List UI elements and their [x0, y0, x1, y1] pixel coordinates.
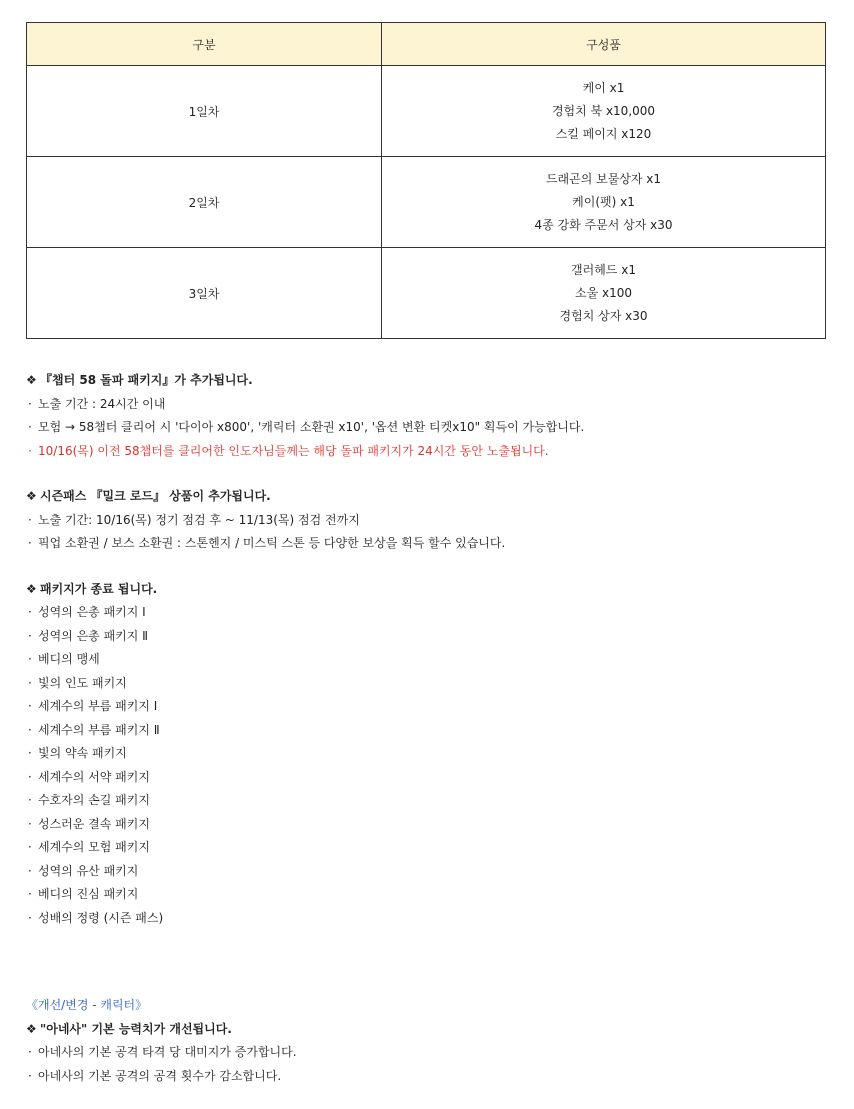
- list-item: [26, 766, 854, 790]
- list-item: [26, 625, 854, 649]
- list-item: [26, 1065, 854, 1089]
- list-item: [26, 416, 854, 440]
- item: 경험치 상자 x30: [559, 308, 648, 323]
- dot-bullet-icon: ·: [28, 722, 32, 737]
- list-item-text: 아네사의 기본 공격 타격 당 대미지가 증가합니다.: [38, 1045, 297, 1059]
- table-row: [27, 248, 826, 339]
- list-item: [26, 393, 854, 417]
- list-item-text: 성역의 유산 패키지: [38, 863, 139, 878]
- section-season-pass: [26, 485, 854, 556]
- items-cell: [382, 157, 826, 248]
- dot-bullet-icon: ·: [28, 536, 32, 550]
- section-chapter58-package: [26, 369, 854, 463]
- section-package-end: [26, 578, 854, 931]
- list-item-text: 베디의 진심 패키지: [38, 887, 139, 901]
- list-item-text: 노출 기간: 10/16(목) 정기 점검 후 ~ 11/13(목) 점검 전까지: [38, 512, 360, 527]
- item: 스킬 페이지 x120: [555, 126, 652, 141]
- dot-bullet-icon: ·: [28, 699, 32, 713]
- table-header-row: [27, 23, 826, 66]
- list-item: [26, 719, 854, 743]
- dot-bullet-icon: ·: [28, 1068, 32, 1083]
- list-item-text: 아네사의 기본 공격의 공격 횟수가 감소합니다.: [38, 1068, 282, 1083]
- dot-bullet-icon: ·: [28, 863, 32, 878]
- diamond-bullet-icon: ❖: [26, 373, 37, 387]
- list-item: [26, 648, 854, 672]
- section-heading: [26, 578, 854, 602]
- list-item: [26, 836, 854, 860]
- dot-bullet-icon: ·: [28, 793, 32, 807]
- day-cell: 1일차: [27, 66, 382, 157]
- day-cell: 3일차: [27, 248, 382, 339]
- section-title: 『챕터 58 돌파 패키지』가 추가됩니다.: [40, 373, 253, 387]
- category-label: 《개선/변경 - 캐릭터》: [26, 998, 148, 1012]
- section-heading: [26, 369, 854, 393]
- dot-bullet-icon: ·: [28, 816, 32, 831]
- list-item: [26, 601, 854, 625]
- list-item-text: 모험 → 58챕터 클리어 시 '다이아 x800', '캐릭터 소환권 x10', '옵션 변환 티켓x10" 획득이 가능합니다.: [38, 420, 585, 434]
- dot-bullet-icon: ·: [28, 769, 32, 784]
- list-item-text: 세계수의 부름 패키지 Ⅰ: [38, 699, 158, 713]
- section-heading: [26, 1018, 854, 1042]
- header-category: 구분: [27, 23, 382, 66]
- list-item: [26, 532, 854, 556]
- diamond-bullet-icon: ❖: [26, 1021, 37, 1036]
- dot-bullet-icon: ·: [28, 840, 32, 854]
- reward-table: [26, 22, 826, 339]
- list-item: [26, 907, 854, 931]
- list-item-highlight: [26, 440, 854, 464]
- list-item-text: 픽업 소환권 / 보스 소환권 : 스톤헨지 / 미스틱 스톤 등 다양한 보상을 획득 할수 있습니다.: [38, 536, 506, 550]
- list-item-text: 빛의 인도 패키지: [38, 675, 127, 690]
- table-row: [27, 66, 826, 157]
- list-item-text: 노출 기간 : 24시간 이내: [38, 396, 166, 411]
- dot-bullet-icon: ·: [28, 746, 32, 760]
- dot-bullet-icon: ·: [28, 675, 32, 690]
- item: 경험치 북 x10,000: [551, 103, 656, 118]
- item: 드래곤의 보물상자 x1: [545, 171, 662, 186]
- notice-sections: [26, 369, 854, 1088]
- list-item: [26, 813, 854, 837]
- list-item: [26, 860, 854, 884]
- dot-bullet-icon: ·: [28, 605, 32, 619]
- day-cell: 2일차: [27, 157, 382, 248]
- list-item: [26, 509, 854, 533]
- item: 4종 강화 주문서 상자 x30: [534, 217, 673, 232]
- diamond-bullet-icon: ❖: [26, 489, 37, 503]
- dot-bullet-icon: ·: [28, 652, 32, 666]
- list-item-text: 10/16(목) 이전 58챕터를 클리어한 인도자님들께는 해당 돌파 패키지가 24시간 동안 노출됩니다.: [38, 443, 549, 458]
- diamond-bullet-icon: ❖: [26, 581, 37, 596]
- header-components: 구성품: [382, 23, 826, 66]
- dot-bullet-icon: ·: [28, 628, 32, 643]
- section-title: 패키지가 종료 됩니다.: [40, 581, 158, 596]
- dot-bullet-icon: ·: [28, 396, 32, 411]
- list-item-text: 성역의 은총 패키지 Ⅱ: [38, 628, 149, 643]
- list-item-text: 베디의 맹세: [38, 652, 100, 666]
- list-item-text: 성역의 은총 패키지 Ⅰ: [38, 605, 146, 619]
- dot-bullet-icon: ·: [28, 420, 32, 434]
- section-character-improvement: [26, 994, 854, 1088]
- list-item-text: 성스러운 결속 패키지: [38, 816, 150, 831]
- list-item: [26, 672, 854, 696]
- items-cell: [382, 248, 826, 339]
- list-item: [26, 1041, 854, 1065]
- dot-bullet-icon: ·: [28, 512, 32, 527]
- list-item: [26, 883, 854, 907]
- spacer: [26, 952, 854, 994]
- list-item-text: 빛의 약속 패키지: [38, 746, 127, 760]
- list-item: [26, 695, 854, 719]
- list-item-text: 세계수의 부름 패키지 Ⅱ: [38, 722, 160, 737]
- dot-bullet-icon: ·: [28, 887, 32, 901]
- dot-bullet-icon: ·: [28, 910, 32, 925]
- dot-bullet-icon: ·: [28, 1045, 32, 1059]
- item: 소울 x100: [574, 285, 632, 300]
- item: 케이 x1: [582, 80, 625, 95]
- list-item: [26, 789, 854, 813]
- items-cell: [382, 66, 826, 157]
- list-item: [26, 742, 854, 766]
- section-title: "아네사" 기본 능력치가 개선됩니다.: [40, 1021, 232, 1036]
- list-item-text: 수호자의 손길 패키지: [38, 793, 150, 807]
- item: 갤러헤드 x1: [571, 262, 636, 277]
- dot-bullet-icon: ·: [28, 443, 32, 458]
- list-item-text: 세계수의 서약 패키지: [38, 769, 150, 784]
- table-row: [27, 157, 826, 248]
- list-item-text: 세계수의 모험 패키지: [38, 840, 150, 854]
- list-item-text: 성배의 정령 (시즌 패스): [38, 910, 164, 925]
- item: 케이(펫) x1: [572, 194, 635, 209]
- section-heading: [26, 485, 854, 509]
- section-title: 시즌패스 『밀크 로드』 상품이 추가됩니다.: [40, 489, 271, 503]
